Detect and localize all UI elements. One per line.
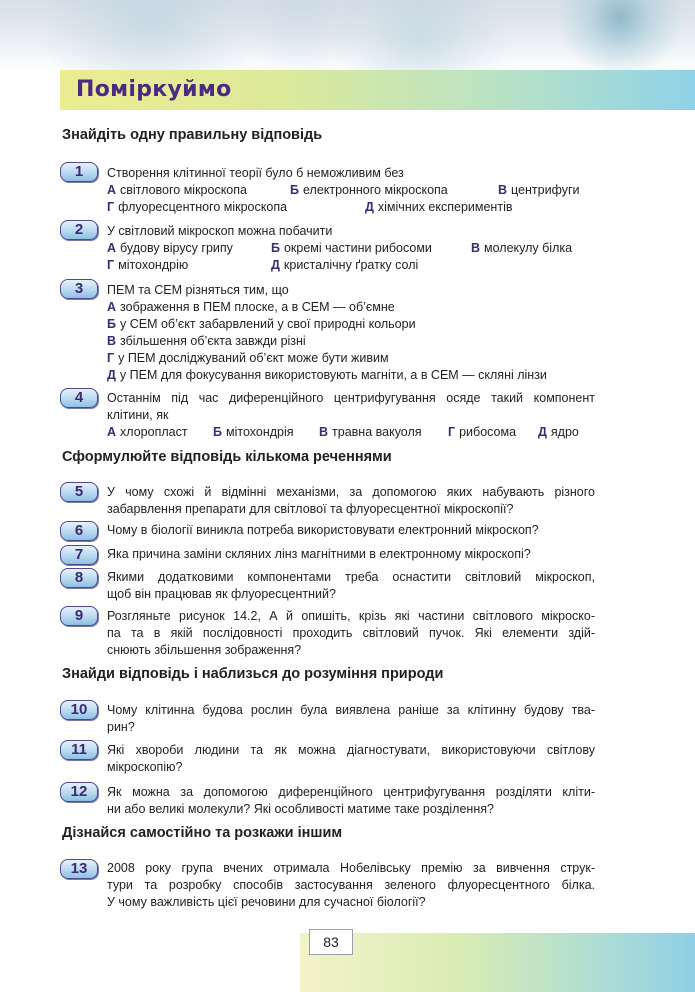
question-10 bbox=[107, 702, 595, 736]
question-number-badge: 6 bbox=[60, 521, 98, 541]
answer-option: В молекулу білка bbox=[471, 241, 573, 255]
question-12 bbox=[107, 784, 595, 818]
answer-option: В центрифуги bbox=[498, 183, 580, 197]
question-number-badge: 10 bbox=[60, 700, 98, 720]
question-number-badge: 1 bbox=[60, 162, 98, 182]
question-number-badge: 8 bbox=[60, 568, 98, 588]
answer-option: В збільшення об’єкта завжди різні bbox=[107, 334, 306, 348]
question-text: У світловий мікроскоп можна побачити bbox=[107, 224, 333, 238]
answer-option: А зображення в ПЕМ плоске, а в СЕМ — об’ємне bbox=[107, 300, 395, 314]
question-number-badge: 4 bbox=[60, 388, 98, 408]
header-decorative-image bbox=[0, 0, 695, 70]
answer-option: В травна вакуоля bbox=[319, 425, 422, 439]
answer-option: Б електронного мікроскопа bbox=[290, 183, 448, 197]
question-text-line: тури та розробку способів застосування зеленого флуоресцентного білка. bbox=[107, 878, 595, 892]
answer-option: Д хімічних експериментів bbox=[365, 200, 513, 214]
question-8 bbox=[107, 569, 595, 603]
answer-option: А світлового мікроскопа bbox=[107, 183, 247, 197]
answer-option: Д кристалічну ґратку солі bbox=[271, 258, 419, 272]
section-heading-single-answer: Знайдіть одну правильну відповідь bbox=[62, 127, 323, 143]
question-number-badge: 13 bbox=[60, 859, 98, 879]
question-3 bbox=[107, 282, 595, 384]
question-2 bbox=[107, 223, 595, 274]
section-heading-self-study: Дізнайся самостійно та розкажи іншим bbox=[62, 825, 343, 841]
footer-decorative-bar bbox=[300, 933, 695, 992]
question-number-badge: 12 bbox=[60, 782, 98, 802]
question-text: ПЕМ та СЕМ різняться тим, що bbox=[107, 283, 289, 297]
question-7 bbox=[107, 546, 595, 563]
question-11 bbox=[107, 742, 595, 776]
question-text-line: ни або великі молекули? Які особливості матиме таке розділення? bbox=[107, 802, 494, 816]
section-heading-understanding: Знайди відповідь і наблизься до розуміння природи bbox=[62, 666, 444, 682]
question-text-line: Розгляньте рисунок 14.2, А й опишіть, крізь які частини світлового мікроско- bbox=[107, 609, 595, 623]
question-9 bbox=[107, 608, 595, 659]
question-4 bbox=[107, 390, 595, 441]
answer-option: Г рибосома bbox=[448, 425, 517, 439]
question-text-line: Чому клітинна будова рослин була виявлена раніше за клітинну будову тва- bbox=[107, 703, 595, 717]
question-text: клітини, як bbox=[107, 408, 169, 422]
question-1 bbox=[107, 165, 595, 216]
answer-option: Г флуоресцентного мікроскопа bbox=[107, 200, 288, 214]
question-text-line: щоб він працював як флуоресцентний? bbox=[107, 587, 336, 601]
section-heading-short-answer: Сформулюйте відповідь кількома реченнями bbox=[62, 449, 392, 465]
answer-option: Г у ПЕМ досліджуваний об’єкт може бути живим bbox=[107, 351, 389, 365]
question-6 bbox=[107, 522, 595, 539]
question-text-line: мікроскопію? bbox=[107, 760, 183, 774]
question-text-line: Як можна за допомогою диференційного центрифугування розділяти кліти- bbox=[107, 785, 595, 799]
question-number-badge: 3 bbox=[60, 279, 98, 299]
page-title: Поміркуймо bbox=[76, 77, 232, 102]
answer-option: А хлоропласт bbox=[107, 425, 188, 439]
question-text-line: У чому важливість цієї речовини для сучасної біології? bbox=[107, 895, 426, 909]
page-number: 83 bbox=[309, 929, 353, 955]
answer-option: Д ядро bbox=[538, 425, 579, 439]
question-text-line: па та в якій послідовності проходить світловий пучок. Які елементи здій- bbox=[107, 626, 595, 640]
question-13 bbox=[107, 860, 595, 911]
answer-option: Г мітохондрію bbox=[107, 258, 189, 272]
answer-option: Б окремі частини рибосоми bbox=[271, 241, 432, 255]
question-text-line: Чому в біології виникла потреба використовувати електронний мікроскоп? bbox=[107, 523, 539, 537]
question-number-badge: 9 bbox=[60, 606, 98, 626]
answer-option: А будову вірусу грипу bbox=[107, 241, 233, 255]
section-banner bbox=[60, 70, 695, 110]
question-text: Останнім під час диференційного центрифугування осяде такий компонент bbox=[107, 391, 595, 405]
question-text-line: Які хвороби людини та як можна діагностувати, використовуючи світлову bbox=[107, 743, 595, 757]
question-number-badge: 7 bbox=[60, 545, 98, 565]
question-text-line: снюють збільшення зображення? bbox=[107, 643, 302, 657]
question-text-line: 2008 року група вчених отримала Нобелівську премію за вивчення струк- bbox=[107, 861, 595, 875]
question-text: Створення клітинної теорії було б неможливим без bbox=[107, 166, 404, 180]
question-number-badge: 5 bbox=[60, 482, 98, 502]
question-number-badge: 11 bbox=[60, 740, 98, 760]
question-text-line: У чому схожі й відмінні механізми, за допомогою яких набувають різного bbox=[107, 485, 595, 499]
question-text-line: рин? bbox=[107, 720, 135, 734]
answer-option: Д у ПЕМ для фокусування використовують магніти, а в СЕМ — скляні лінзи bbox=[107, 368, 547, 382]
question-text-line: Якими додатковими компонентами треба оснастити світловий мікроскоп, bbox=[107, 570, 595, 584]
question-text-line: забарвлення препарати для світлової та флуоресцентної мікроскопії? bbox=[107, 502, 514, 516]
answer-option: Б мітохондрія bbox=[213, 425, 294, 439]
question-5 bbox=[107, 484, 595, 518]
question-number-badge: 2 bbox=[60, 220, 98, 240]
question-text-line: Яка причина заміни скляних лінз магнітними в електронному мікроскопі? bbox=[107, 547, 531, 561]
answer-option: Б у СЕМ об’єкт забарвлений у свої природні кольори bbox=[107, 317, 416, 331]
